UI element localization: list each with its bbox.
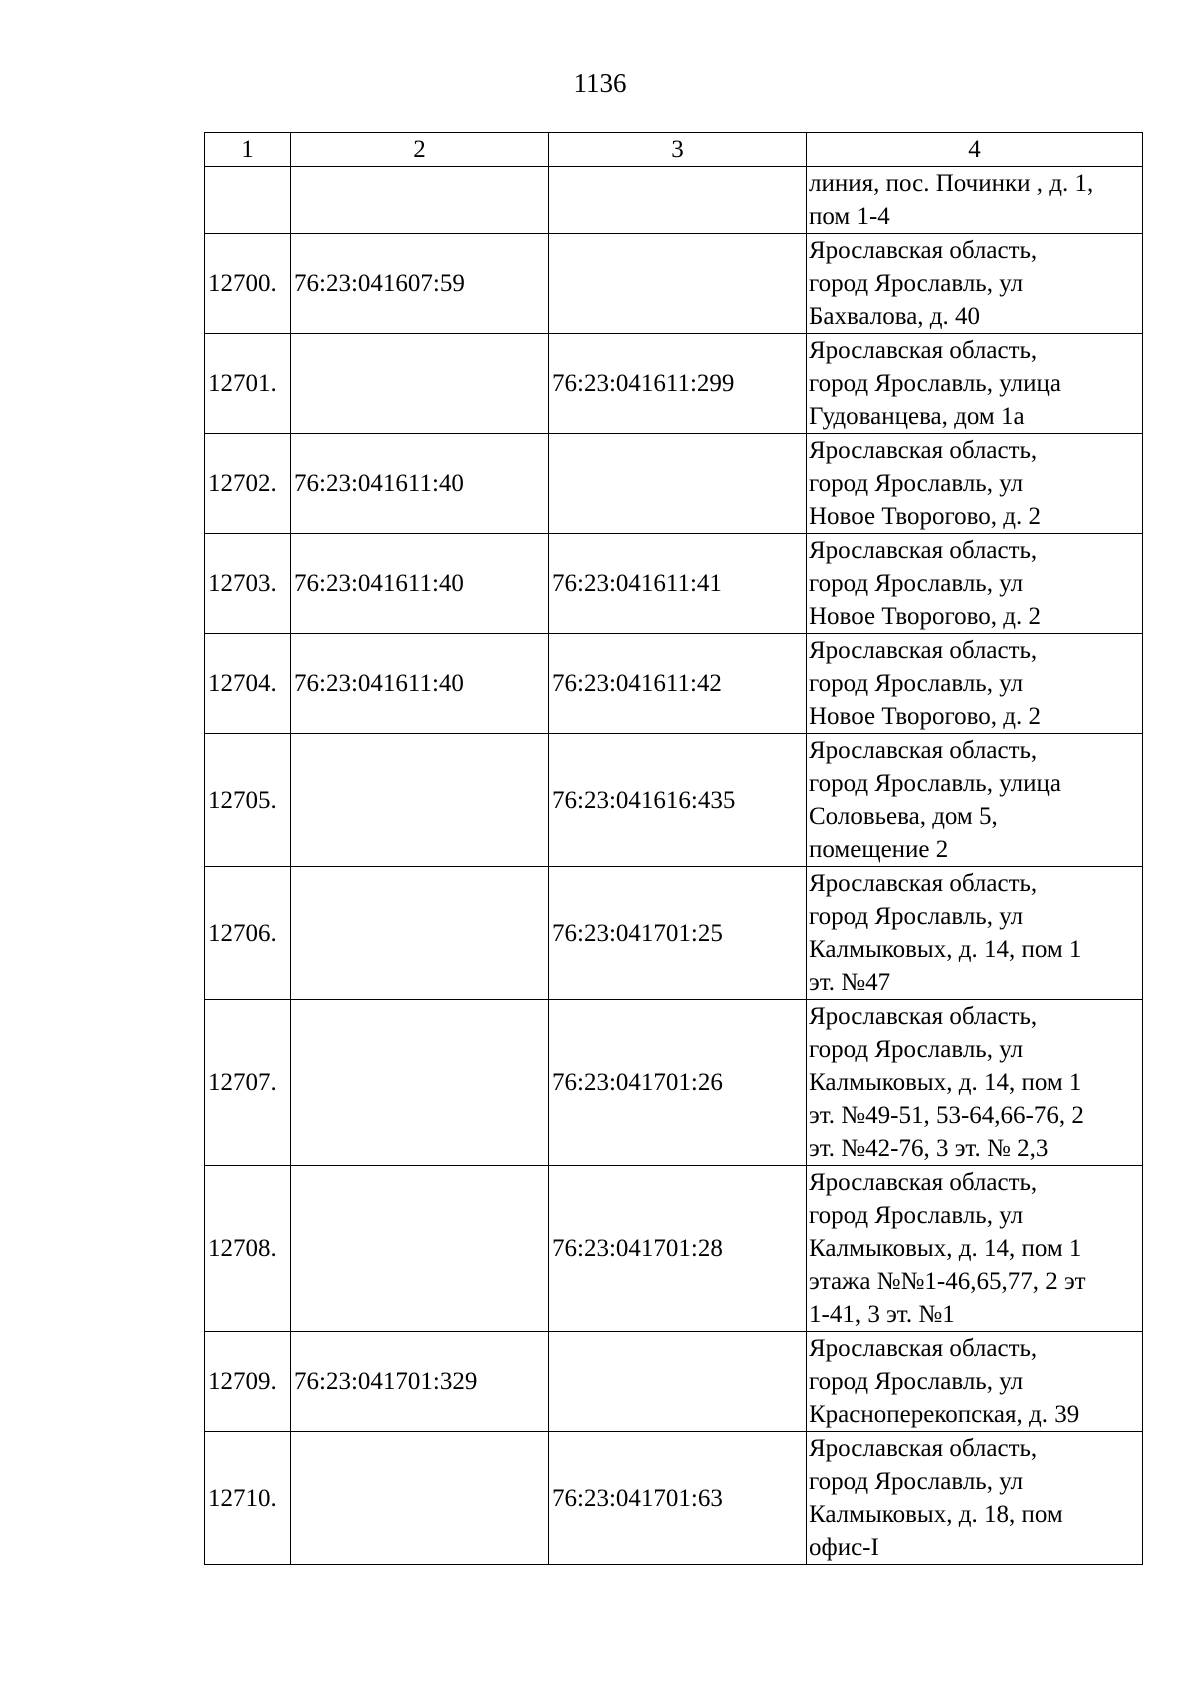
address-cell xyxy=(807,867,1143,1000)
address-line: эт. №42-76, 3 эт. № 2,3 xyxy=(809,1135,1049,1162)
address-line: Ярославская область, xyxy=(809,1169,1038,1196)
address-line: Ярославская область, xyxy=(809,1335,1038,1362)
address-line: Калмыковых, д. 18, пом xyxy=(809,1501,1063,1528)
table-row xyxy=(205,1166,1143,1332)
cadastral-number-cell: 76:23:041611:40 xyxy=(291,634,549,734)
cadastral-number-cell xyxy=(291,1166,549,1332)
cadastral-number-cell xyxy=(291,867,549,1000)
address-line: город Ярославль, улица xyxy=(809,370,1061,397)
address-line: Ярославская область, xyxy=(809,1435,1038,1462)
address-line: Ярославская область, xyxy=(809,870,1038,897)
cadastral-number-cell xyxy=(549,1332,807,1432)
address-line: город Ярославль, ул xyxy=(809,470,1024,497)
address-line: линия, пос. Починки , д. 1, xyxy=(809,170,1094,197)
cadastral-number-cell: 76:23:041701:63 xyxy=(549,1432,807,1565)
address-line: Ярославская область, xyxy=(809,1003,1038,1030)
cadastral-number-cell: 76:23:041611:40 xyxy=(291,434,549,534)
row-number-cell: 12704. xyxy=(205,634,291,734)
cadastral-number-cell: 76:23:041611:299 xyxy=(549,334,807,434)
cadastral-number-cell xyxy=(291,167,549,234)
address-line: город Ярославль, ул xyxy=(809,270,1024,297)
address-line: Соловьева, дом 5, xyxy=(809,803,998,830)
column-header-2: 2 xyxy=(291,133,549,167)
cadastral-number-cell xyxy=(549,434,807,534)
cadastral-number-cell xyxy=(291,1432,549,1565)
address-cell xyxy=(807,1000,1143,1166)
address-line: помещение 2 xyxy=(809,836,949,863)
table-body xyxy=(205,167,1143,1565)
address-line: Бахвалова, д. 40 xyxy=(809,303,981,330)
row-number-cell: 12709. xyxy=(205,1332,291,1432)
address-line: эт. №49-51, 53-64,66-76, 2 xyxy=(809,1102,1084,1129)
table-row xyxy=(205,867,1143,1000)
row-number-cell: 12702. xyxy=(205,434,291,534)
cadastral-number-cell: 76:23:041701:26 xyxy=(549,1000,807,1166)
address-cell xyxy=(807,234,1143,334)
address-line: город Ярославль, ул xyxy=(809,903,1024,930)
address-cell xyxy=(807,334,1143,434)
address-line: Красноперекопская, д. 39 xyxy=(809,1401,1080,1428)
cadastral-number-cell: 76:23:041701:25 xyxy=(549,867,807,1000)
address-cell xyxy=(807,734,1143,867)
table-row xyxy=(205,434,1143,534)
row-number-cell: 12700. xyxy=(205,234,291,334)
address-line: город Ярославль, ул xyxy=(809,570,1024,597)
address-cell xyxy=(807,1332,1143,1432)
address-line: Ярославская область, xyxy=(809,237,1038,264)
address-line: Ярославская область, xyxy=(809,637,1038,664)
address-line: Ярославская область, xyxy=(809,537,1038,564)
row-number-cell: 12701. xyxy=(205,334,291,434)
address-line: Новое Творогово, д. 2 xyxy=(809,503,1041,530)
address-line: пом 1-4 xyxy=(809,203,890,230)
table-row xyxy=(205,1432,1143,1565)
table-row xyxy=(205,167,1143,234)
address-line: эт. №47 xyxy=(809,969,891,996)
address-line: город Ярославль, улица xyxy=(809,770,1061,797)
address-line: Ярославская область, xyxy=(809,737,1038,764)
address-cell xyxy=(807,1166,1143,1332)
cadastral-number-cell: 76:23:041611:42 xyxy=(549,634,807,734)
address-line: Калмыковых, д. 14, пом 1 xyxy=(809,936,1082,963)
cadastral-number-cell xyxy=(291,734,549,867)
table-row xyxy=(205,534,1143,634)
table-row xyxy=(205,334,1143,434)
page-number: 1136 xyxy=(573,68,627,98)
cadastral-number-cell: 76:23:041611:40 xyxy=(291,534,549,634)
address-line: город Ярославль, ул xyxy=(809,1202,1024,1229)
address-cell xyxy=(807,167,1143,234)
row-number-cell: 12703. xyxy=(205,534,291,634)
address-line: город Ярославль, ул xyxy=(809,1036,1024,1063)
address-cell xyxy=(807,634,1143,734)
column-header-4: 4 xyxy=(807,133,1143,167)
address-line: город Ярославль, ул xyxy=(809,670,1024,697)
address-line: Новое Творогово, д. 2 xyxy=(809,703,1041,730)
row-number-cell: 12707. xyxy=(205,1000,291,1166)
row-number-cell: 12708. xyxy=(205,1166,291,1332)
address-line: Ярославская область, xyxy=(809,437,1038,464)
cadastral-number-cell: 76:23:041607:59 xyxy=(291,234,549,334)
row-number-cell: 12705. xyxy=(205,734,291,867)
address-line: Ярославская область, xyxy=(809,337,1038,364)
address-cell xyxy=(807,1432,1143,1565)
row-number-cell: 12706. xyxy=(205,867,291,1000)
row-number-cell xyxy=(205,167,291,234)
cadastral-number-cell xyxy=(291,1000,549,1166)
cadastral-number-cell: 76:23:041701:329 xyxy=(291,1332,549,1432)
address-line: этажа №№1-46,65,77, 2 эт xyxy=(809,1268,1086,1295)
address-line: офис-I xyxy=(809,1534,879,1561)
table-row xyxy=(205,734,1143,867)
address-cell xyxy=(807,434,1143,534)
cadastral-number-cell: 76:23:041701:28 xyxy=(549,1166,807,1332)
cadastral-number-cell xyxy=(549,234,807,334)
table-row xyxy=(205,1332,1143,1432)
cadastral-number-cell: 76:23:041616:435 xyxy=(549,734,807,867)
table-row xyxy=(205,634,1143,734)
column-header-3: 3 xyxy=(549,133,807,167)
header-row xyxy=(205,133,1143,167)
address-line: Калмыковых, д. 14, пом 1 xyxy=(809,1069,1082,1096)
cadastral-number-cell: 76:23:041611:41 xyxy=(549,534,807,634)
table-row xyxy=(205,1000,1143,1166)
address-cell xyxy=(807,534,1143,634)
row-number-cell: 12710. xyxy=(205,1432,291,1565)
registry-table xyxy=(204,132,1143,1565)
address-line: город Ярославль, ул xyxy=(809,1468,1024,1495)
column-header-1: 1 xyxy=(205,133,291,167)
address-line: город Ярославль, ул xyxy=(809,1368,1024,1395)
address-line: Гудованцева, дом 1а xyxy=(809,403,1025,430)
cadastral-number-cell xyxy=(291,334,549,434)
address-line: 1-41, 3 эт. №1 xyxy=(809,1301,955,1328)
cadastral-number-cell xyxy=(549,167,807,234)
table-row xyxy=(205,234,1143,334)
address-line: Новое Творогово, д. 2 xyxy=(809,603,1041,630)
address-line: Калмыковых, д. 14, пом 1 xyxy=(809,1235,1082,1262)
